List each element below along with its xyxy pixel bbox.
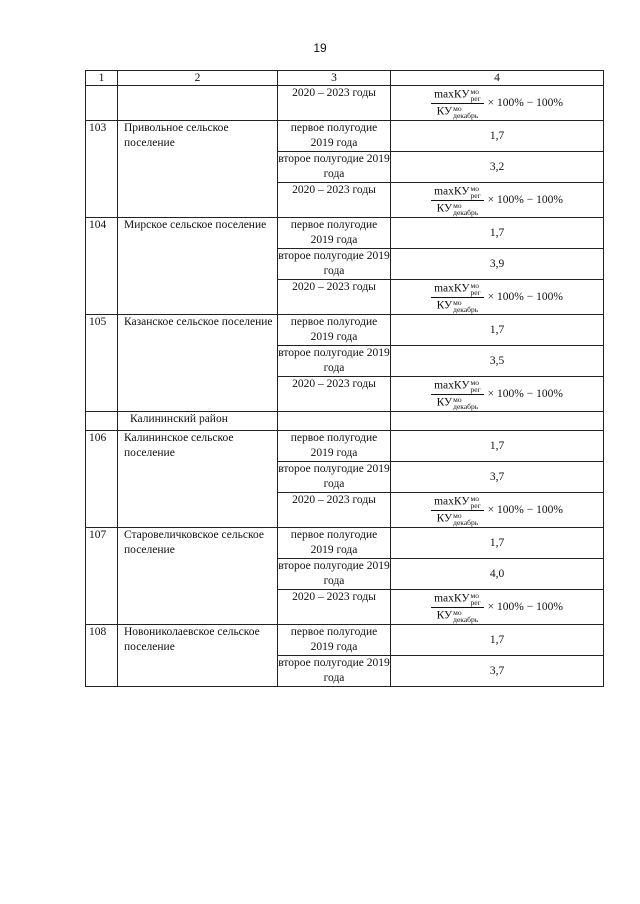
table-row <box>86 121 604 152</box>
formula-numerator-sub: рег <box>470 597 481 607</box>
formula-numerator: maxКУ <box>434 88 470 101</box>
period-cell: второе полугодие 2019 года <box>278 346 391 377</box>
value-cell: 3,7 <box>391 656 604 687</box>
table-header-row <box>86 71 604 86</box>
header-col-1: 1 <box>86 71 118 86</box>
growth-formula <box>391 377 603 411</box>
formula-cell <box>391 183 604 218</box>
formula-denominator-sup: мо <box>453 297 462 307</box>
value-cell: 4,0 <box>391 559 604 590</box>
value-cell: 1,7 <box>391 528 604 559</box>
formula-fraction <box>431 379 484 410</box>
row-number: 107 <box>86 528 118 625</box>
value-cell: 3,9 <box>391 249 604 280</box>
formula-tail: × 100% − 100% <box>487 387 563 400</box>
value-cell: 3,7 <box>391 462 604 493</box>
formula-numerator: maxКУ <box>434 282 470 295</box>
formula-tail: × 100% − 100% <box>487 503 563 516</box>
period-cell: первое полугодие 2019 года <box>278 121 391 152</box>
formula-numerator-sup: мо <box>470 280 479 290</box>
row-number: 108 <box>86 625 118 687</box>
formula-denominator-sup: мо <box>453 607 462 617</box>
formula-denominator-sub: декабрь <box>453 110 479 120</box>
formula-tail: × 100% − 100% <box>487 290 563 303</box>
table-row <box>86 625 604 656</box>
formula-cell <box>391 377 604 412</box>
formula-denominator-sup: мо <box>453 103 462 113</box>
growth-formula <box>391 590 603 624</box>
formula-denominator-sub: декабрь <box>453 614 479 624</box>
period-cell: первое полугодие 2019 года <box>278 315 391 346</box>
formula-fraction <box>431 185 484 216</box>
formula-denominator-sub: декабрь <box>453 304 479 314</box>
value-cell: 3,2 <box>391 152 604 183</box>
formula-cell <box>391 280 604 315</box>
formula-fraction <box>431 495 484 526</box>
formula-fraction <box>431 88 484 119</box>
formula-numerator-sub: рег <box>470 500 481 510</box>
formula-numerator: maxКУ <box>434 185 470 198</box>
formula-denominator: КУ <box>436 299 453 312</box>
formula-numerator: maxКУ <box>434 495 470 508</box>
tariff-table <box>85 70 604 687</box>
formula-numerator-sub: рег <box>470 287 481 297</box>
period-cell: первое полугодие 2019 года <box>278 625 391 656</box>
formula-denominator-sub: декабрь <box>453 401 479 411</box>
row-number: 106 <box>86 431 118 528</box>
formula-denominator-sub: декабрь <box>453 207 479 217</box>
formula-numerator-sub: рег <box>470 93 481 103</box>
period-cell: второе полугодие 2019 года <box>278 656 391 687</box>
formula-numerator: maxКУ <box>434 379 470 392</box>
value-cell: 1,7 <box>391 315 604 346</box>
formula-denominator-sub: декабрь <box>453 517 479 527</box>
formula-numerator-sup: мо <box>470 590 479 600</box>
formula-cell <box>391 590 604 625</box>
period-cell: 2020 – 2023 годы <box>278 377 391 412</box>
formula-numerator-sup: мо <box>470 377 479 387</box>
formula-numerator-sub: рег <box>470 384 481 394</box>
header-col-3: 3 <box>278 71 391 86</box>
settlement-name: Новониколаевское сельское поселение <box>118 625 278 687</box>
period-cell: первое полугодие 2019 года <box>278 528 391 559</box>
row-number: 105 <box>86 315 118 412</box>
value-cell: 1,7 <box>391 431 604 462</box>
period-cell: второе полугодие 2019 года <box>278 249 391 280</box>
table-row <box>86 431 604 462</box>
formula-numerator-sup: мо <box>470 493 479 503</box>
formula-tail: × 100% − 100% <box>487 96 563 109</box>
formula-denominator: КУ <box>436 609 453 622</box>
settlement-name: Старовеличковское сельское поселение <box>118 528 278 625</box>
table-row <box>86 218 604 249</box>
value-cell: 1,7 <box>391 625 604 656</box>
formula-cell <box>391 86 604 121</box>
value-cell: 3,5 <box>391 346 604 377</box>
formula-denominator: КУ <box>436 105 453 118</box>
value-cell: 1,7 <box>391 218 604 249</box>
formula-denominator-sup: мо <box>453 200 462 210</box>
formula-cell <box>391 493 604 528</box>
period-cell: 2020 – 2023 годы <box>278 590 391 625</box>
settlement-name: Мирское сельское поселение <box>118 218 278 315</box>
formula-fraction <box>431 282 484 313</box>
row-number: 103 <box>86 121 118 218</box>
growth-formula <box>391 86 603 120</box>
period-cell: второе полугодие 2019 года <box>278 462 391 493</box>
formula-fraction <box>431 592 484 623</box>
formula-tail: × 100% − 100% <box>487 193 563 206</box>
settlement-name: Привольное сельское поселение <box>118 121 278 218</box>
header-col-2: 2 <box>118 71 278 86</box>
table-row <box>86 86 604 121</box>
header-col-4: 4 <box>391 71 604 86</box>
formula-numerator-sup: мо <box>470 86 479 96</box>
table-row <box>86 315 604 346</box>
district-row <box>86 412 604 431</box>
district-name: Калининский район <box>118 412 278 431</box>
formula-denominator: КУ <box>436 396 453 409</box>
settlement-name: Казанское сельское поселение <box>118 315 278 412</box>
formula-denominator-sup: мо <box>453 394 462 404</box>
period-cell: 2020 – 2023 годы <box>278 86 391 121</box>
value-cell: 1,7 <box>391 121 604 152</box>
formula-denominator: КУ <box>436 202 453 215</box>
period-cell: второе полугодие 2019 года <box>278 559 391 590</box>
growth-formula <box>391 280 603 314</box>
period-cell: 2020 – 2023 годы <box>278 493 391 528</box>
settlement-name: Калининское сельское поселение <box>118 431 278 528</box>
table-row <box>86 528 604 559</box>
period-cell: второе полугодие 2019 года <box>278 152 391 183</box>
formula-numerator: maxКУ <box>434 592 470 605</box>
growth-formula <box>391 183 603 217</box>
page-number: 19 <box>313 41 327 55</box>
formula-numerator-sub: рег <box>470 190 481 200</box>
formula-tail: × 100% − 100% <box>487 600 563 613</box>
period-cell: 2020 – 2023 годы <box>278 183 391 218</box>
formula-denominator-sup: мо <box>453 510 462 520</box>
period-cell: 2020 – 2023 годы <box>278 280 391 315</box>
formula-numerator-sup: мо <box>470 183 479 193</box>
row-number: 104 <box>86 218 118 315</box>
period-cell: первое полугодие 2019 года <box>278 431 391 462</box>
period-cell: первое полугодие 2019 года <box>278 218 391 249</box>
growth-formula <box>391 493 603 527</box>
formula-denominator: КУ <box>436 512 453 525</box>
